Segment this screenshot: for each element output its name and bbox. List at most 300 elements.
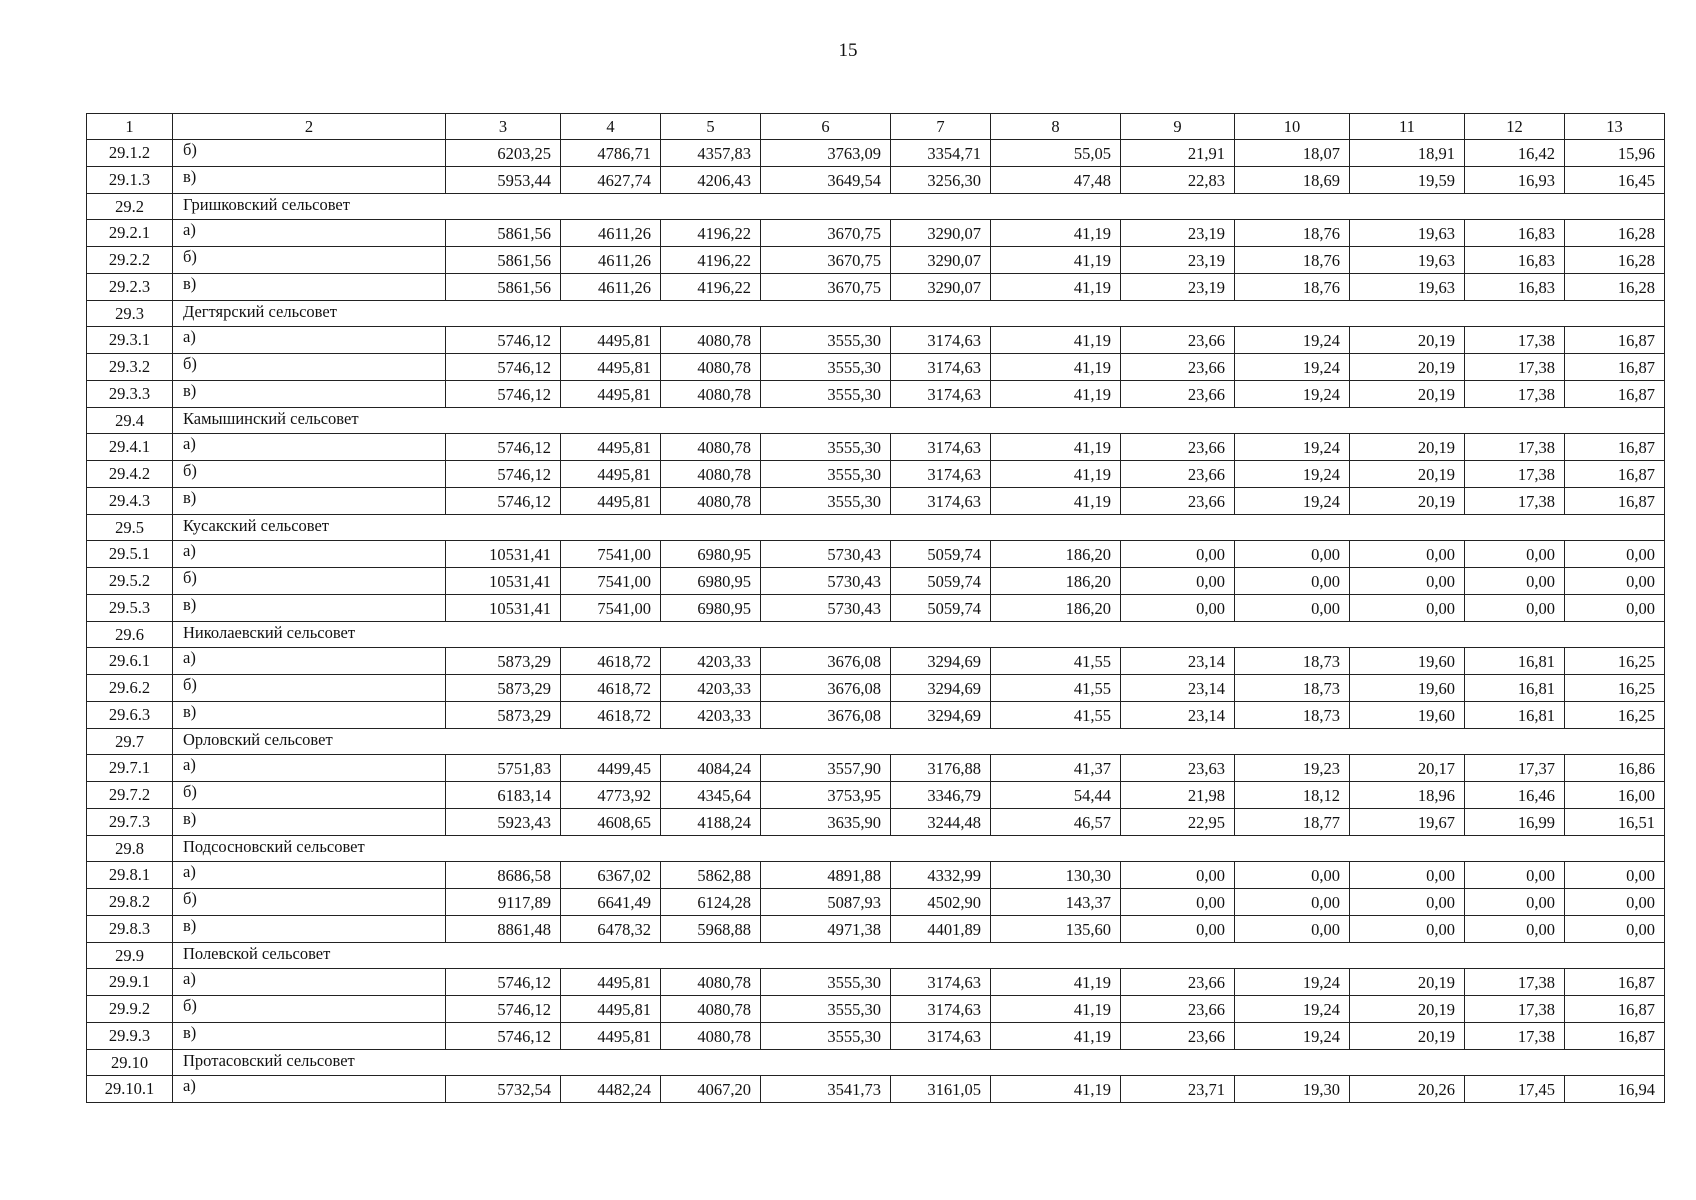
value-cell: 3294,69 [891,648,991,675]
value-cell: 41,37 [991,755,1121,782]
value-cell: 3555,30 [761,354,891,381]
value-cell: 3670,75 [761,247,891,274]
value-cell: 18,12 [1235,782,1350,809]
row-code: 29.6 [87,622,173,648]
page-number: 15 [838,40,858,61]
value-cell: 55,05 [991,140,1121,167]
value-cell: 16,93 [1465,167,1565,194]
value-cell: 6367,02 [561,862,661,889]
table-row [87,969,1665,996]
row-code: 29.8 [87,836,173,862]
value-cell: 5746,12 [446,327,561,354]
column-header: 11 [1350,114,1465,140]
value-cell: 3635,90 [761,809,891,836]
value-cell: 19,24 [1235,354,1350,381]
value-cell: 0,00 [1121,862,1235,889]
value-cell: 16,83 [1465,247,1565,274]
value-cell: 41,19 [991,274,1121,301]
column-header: 1 [87,114,173,140]
value-cell: 8861,48 [446,916,561,943]
group-row [87,1050,1665,1076]
value-cell: 16,87 [1565,381,1665,408]
value-cell: 19,24 [1235,434,1350,461]
value-cell: 16,25 [1565,648,1665,675]
value-cell: 19,30 [1235,1076,1350,1103]
row-label: а) [173,541,446,568]
value-cell: 19,24 [1235,327,1350,354]
value-cell: 18,77 [1235,809,1350,836]
value-cell: 3244,48 [891,809,991,836]
value-cell: 4357,83 [661,140,761,167]
value-cell: 16,83 [1465,220,1565,247]
table-body [87,114,1665,1103]
row-code: 29.5.3 [87,595,173,622]
value-cell: 4084,24 [661,755,761,782]
value-cell: 130,30 [991,862,1121,889]
table-row [87,140,1665,167]
value-cell: 19,24 [1235,1023,1350,1050]
value-cell: 4482,24 [561,1076,661,1103]
value-cell: 3294,69 [891,675,991,702]
group-name: Гришковский сельсовет [173,194,1665,220]
value-cell: 16,83 [1465,274,1565,301]
row-code: 29.7.2 [87,782,173,809]
value-cell: 6980,95 [661,595,761,622]
table-row [87,595,1665,622]
value-cell: 4495,81 [561,354,661,381]
table-row [87,381,1665,408]
value-cell: 4080,78 [661,488,761,515]
value-cell: 0,00 [1121,568,1235,595]
value-cell: 19,63 [1350,274,1465,301]
value-cell: 22,95 [1121,809,1235,836]
value-cell: 0,00 [1565,595,1665,622]
value-cell: 20,19 [1350,381,1465,408]
value-cell: 3555,30 [761,1023,891,1050]
value-cell: 17,38 [1465,488,1565,515]
value-cell: 5873,29 [446,702,561,729]
value-cell: 19,63 [1350,220,1465,247]
value-cell: 7541,00 [561,595,661,622]
value-cell: 16,81 [1465,702,1565,729]
value-cell: 18,76 [1235,247,1350,274]
row-code: 29.7.3 [87,809,173,836]
value-cell: 22,83 [1121,167,1235,194]
row-code: 29.2.1 [87,220,173,247]
value-cell: 135,60 [991,916,1121,943]
value-cell: 54,44 [991,782,1121,809]
value-cell: 6478,32 [561,916,661,943]
value-cell: 4080,78 [661,434,761,461]
value-cell: 0,00 [1235,595,1350,622]
column-header: 13 [1565,114,1665,140]
row-label: в) [173,1023,446,1050]
value-cell: 0,00 [1350,862,1465,889]
value-cell: 5732,54 [446,1076,561,1103]
value-cell: 4080,78 [661,381,761,408]
value-cell: 6183,14 [446,782,561,809]
value-cell: 10531,41 [446,595,561,622]
row-code: 29.5.2 [87,568,173,595]
column-header: 12 [1465,114,1565,140]
value-cell: 3670,75 [761,274,891,301]
value-cell: 5751,83 [446,755,561,782]
value-cell: 3676,08 [761,702,891,729]
value-cell: 16,99 [1465,809,1565,836]
value-cell: 0,00 [1465,568,1565,595]
value-cell: 5746,12 [446,488,561,515]
table-row [87,702,1665,729]
group-row [87,301,1665,327]
value-cell: 16,94 [1565,1076,1665,1103]
value-cell: 19,67 [1350,809,1465,836]
value-cell: 4067,20 [661,1076,761,1103]
table-row [87,916,1665,943]
value-cell: 3354,71 [891,140,991,167]
table-row [87,1023,1665,1050]
value-cell: 3555,30 [761,381,891,408]
value-cell: 0,00 [1235,889,1350,916]
value-cell: 0,00 [1465,541,1565,568]
value-cell: 19,60 [1350,702,1465,729]
value-cell: 5953,44 [446,167,561,194]
row-code: 29.10.1 [87,1076,173,1103]
value-cell: 3174,63 [891,461,991,488]
value-cell: 4627,74 [561,167,661,194]
group-name: Николаевский сельсовет [173,622,1665,648]
value-cell: 5746,12 [446,381,561,408]
value-cell: 20,19 [1350,488,1465,515]
value-cell: 41,19 [991,381,1121,408]
row-label: а) [173,327,446,354]
value-cell: 4618,72 [561,675,661,702]
row-code: 29.5 [87,515,173,541]
value-cell: 15,96 [1565,140,1665,167]
group-row [87,943,1665,969]
table-row [87,675,1665,702]
value-cell: 3555,30 [761,327,891,354]
row-code: 29.3.2 [87,354,173,381]
value-cell: 19,24 [1235,381,1350,408]
value-cell: 41,19 [991,1023,1121,1050]
value-cell: 18,07 [1235,140,1350,167]
value-cell: 4203,33 [661,648,761,675]
value-cell: 4611,26 [561,274,661,301]
value-cell: 3161,05 [891,1076,991,1103]
row-label: б) [173,461,446,488]
value-cell: 21,91 [1121,140,1235,167]
value-cell: 5923,43 [446,809,561,836]
value-cell: 5746,12 [446,461,561,488]
row-label: в) [173,702,446,729]
value-cell: 16,87 [1565,434,1665,461]
value-cell: 6641,49 [561,889,661,916]
row-label: в) [173,595,446,622]
group-row [87,622,1665,648]
column-header: 5 [661,114,761,140]
value-cell: 19,24 [1235,461,1350,488]
value-cell: 4611,26 [561,247,661,274]
value-cell: 20,19 [1350,969,1465,996]
value-cell: 23,63 [1121,755,1235,782]
value-cell: 16,45 [1565,167,1665,194]
value-cell: 17,38 [1465,461,1565,488]
value-cell: 5730,43 [761,595,891,622]
row-code: 29.2.3 [87,274,173,301]
table-row [87,274,1665,301]
value-cell: 0,00 [1565,862,1665,889]
value-cell: 18,96 [1350,782,1465,809]
table-row [87,996,1665,1023]
column-header: 4 [561,114,661,140]
value-cell: 3174,63 [891,381,991,408]
value-cell: 20,19 [1350,434,1465,461]
value-cell: 0,00 [1121,595,1235,622]
value-cell: 16,81 [1465,648,1565,675]
row-code: 29.5.1 [87,541,173,568]
row-label: б) [173,354,446,381]
value-cell: 0,00 [1350,541,1465,568]
value-cell: 18,76 [1235,220,1350,247]
value-cell: 3753,95 [761,782,891,809]
value-cell: 3290,07 [891,274,991,301]
column-header: 8 [991,114,1121,140]
row-label: а) [173,220,446,247]
value-cell: 23,66 [1121,1023,1235,1050]
value-cell: 41,19 [991,969,1121,996]
value-cell: 41,19 [991,434,1121,461]
value-cell: 6980,95 [661,568,761,595]
row-code: 29.3.3 [87,381,173,408]
value-cell: 41,55 [991,675,1121,702]
row-code: 29.10 [87,1050,173,1076]
value-cell: 5861,56 [446,274,561,301]
value-cell: 16,87 [1565,354,1665,381]
value-cell: 3176,88 [891,755,991,782]
row-code: 29.6.2 [87,675,173,702]
column-header: 9 [1121,114,1235,140]
value-cell: 18,73 [1235,648,1350,675]
value-cell: 4502,90 [891,889,991,916]
value-cell: 5730,43 [761,541,891,568]
table-row [87,461,1665,488]
value-cell: 20,19 [1350,1023,1465,1050]
value-cell: 5059,74 [891,568,991,595]
table-row [87,247,1665,274]
value-cell: 4786,71 [561,140,661,167]
value-cell: 16,25 [1565,702,1665,729]
value-cell: 0,00 [1235,541,1350,568]
value-cell: 0,00 [1350,916,1465,943]
value-cell: 10531,41 [446,568,561,595]
value-cell: 23,19 [1121,274,1235,301]
value-cell: 4495,81 [561,1023,661,1050]
value-cell: 5746,12 [446,969,561,996]
value-cell: 186,20 [991,541,1121,568]
group-row [87,515,1665,541]
value-cell: 3294,69 [891,702,991,729]
value-cell: 6980,95 [661,541,761,568]
row-label: а) [173,648,446,675]
table-row [87,541,1665,568]
value-cell: 4080,78 [661,354,761,381]
value-cell: 0,00 [1565,916,1665,943]
row-code: 29.2.2 [87,247,173,274]
value-cell: 4971,38 [761,916,891,943]
row-code: 29.1.2 [87,140,173,167]
value-cell: 4401,89 [891,916,991,943]
value-cell: 41,19 [991,220,1121,247]
value-cell: 5862,88 [661,862,761,889]
value-cell: 4773,92 [561,782,661,809]
table-row [87,862,1665,889]
table-row [87,1076,1665,1103]
row-code: 29.9.3 [87,1023,173,1050]
value-cell: 23,66 [1121,488,1235,515]
column-header: 10 [1235,114,1350,140]
group-name: Дегтярский сельсовет [173,301,1665,327]
value-cell: 23,14 [1121,702,1235,729]
value-cell: 4080,78 [661,969,761,996]
value-cell: 4495,81 [561,381,661,408]
value-cell: 3670,75 [761,220,891,247]
value-cell: 19,24 [1235,996,1350,1023]
value-cell: 4495,81 [561,969,661,996]
row-code: 29.4 [87,408,173,434]
value-cell: 3174,63 [891,969,991,996]
row-code: 29.4.3 [87,488,173,515]
value-cell: 5087,93 [761,889,891,916]
table-row [87,220,1665,247]
column-header: 3 [446,114,561,140]
value-cell: 3174,63 [891,488,991,515]
value-cell: 3763,09 [761,140,891,167]
value-cell: 23,66 [1121,996,1235,1023]
value-cell: 4608,65 [561,809,661,836]
value-cell: 4080,78 [661,327,761,354]
value-cell: 0,00 [1121,889,1235,916]
value-cell: 4495,81 [561,327,661,354]
group-name: Протасовский сельсовет [173,1050,1665,1076]
row-label: в) [173,167,446,194]
value-cell: 5861,56 [446,247,561,274]
value-cell: 41,55 [991,702,1121,729]
value-cell: 4495,81 [561,434,661,461]
row-label: б) [173,782,446,809]
value-cell: 20,19 [1350,327,1465,354]
value-cell: 4499,45 [561,755,661,782]
value-cell: 0,00 [1465,862,1565,889]
value-cell: 5730,43 [761,568,891,595]
value-cell: 5746,12 [446,996,561,1023]
value-cell: 4203,33 [661,702,761,729]
value-cell: 0,00 [1565,541,1665,568]
value-cell: 18,69 [1235,167,1350,194]
value-cell: 4196,22 [661,220,761,247]
value-cell: 23,19 [1121,220,1235,247]
value-cell: 0,00 [1565,889,1665,916]
group-name: Камышинский сельсовет [173,408,1665,434]
value-cell: 0,00 [1235,916,1350,943]
row-label: б) [173,247,446,274]
group-name: Подсосновский сельсовет [173,836,1665,862]
value-cell: 16,87 [1565,996,1665,1023]
value-cell: 0,00 [1121,916,1235,943]
value-cell: 16,87 [1565,461,1665,488]
row-label: а) [173,969,446,996]
value-cell: 18,76 [1235,274,1350,301]
value-cell: 41,19 [991,327,1121,354]
row-code: 29.6.3 [87,702,173,729]
header-row [87,114,1665,140]
value-cell: 3174,63 [891,996,991,1023]
row-label: в) [173,809,446,836]
row-code: 29.3 [87,301,173,327]
value-cell: 23,66 [1121,327,1235,354]
group-row [87,194,1665,220]
value-cell: 5873,29 [446,675,561,702]
group-name: Кусакский сельсовет [173,515,1665,541]
row-label: в) [173,488,446,515]
row-code: 29.9 [87,943,173,969]
row-label: б) [173,996,446,1023]
value-cell: 17,38 [1465,381,1565,408]
value-cell: 23,66 [1121,434,1235,461]
value-cell: 16,25 [1565,675,1665,702]
value-cell: 3174,63 [891,1023,991,1050]
row-label: в) [173,381,446,408]
value-cell: 19,59 [1350,167,1465,194]
value-cell: 19,24 [1235,488,1350,515]
row-code: 29.8.3 [87,916,173,943]
value-cell: 0,00 [1350,889,1465,916]
value-cell: 3555,30 [761,488,891,515]
table-row [87,488,1665,515]
value-cell: 16,87 [1565,1023,1665,1050]
value-cell: 41,19 [991,461,1121,488]
value-cell: 7541,00 [561,541,661,568]
row-code: 29.4.1 [87,434,173,461]
column-header: 7 [891,114,991,140]
row-label: б) [173,889,446,916]
value-cell: 3555,30 [761,996,891,1023]
value-cell: 5746,12 [446,354,561,381]
value-cell: 0,00 [1235,568,1350,595]
table-row [87,167,1665,194]
value-cell: 4203,33 [661,675,761,702]
row-code: 29.7 [87,729,173,755]
value-cell: 3346,79 [891,782,991,809]
value-cell: 3555,30 [761,461,891,488]
value-cell: 20,26 [1350,1076,1465,1103]
value-cell: 4611,26 [561,220,661,247]
value-cell: 5059,74 [891,541,991,568]
column-header: 6 [761,114,891,140]
value-cell: 19,63 [1350,247,1465,274]
value-cell: 9117,89 [446,889,561,916]
row-code: 29.9.2 [87,996,173,1023]
value-cell: 17,38 [1465,354,1565,381]
value-cell: 41,19 [991,996,1121,1023]
value-cell: 23,66 [1121,381,1235,408]
value-cell: 10531,41 [446,541,561,568]
value-cell: 4618,72 [561,648,661,675]
value-cell: 16,51 [1565,809,1665,836]
value-cell: 23,66 [1121,461,1235,488]
row-label: б) [173,140,446,167]
value-cell: 0,00 [1235,862,1350,889]
value-cell: 0,00 [1350,568,1465,595]
